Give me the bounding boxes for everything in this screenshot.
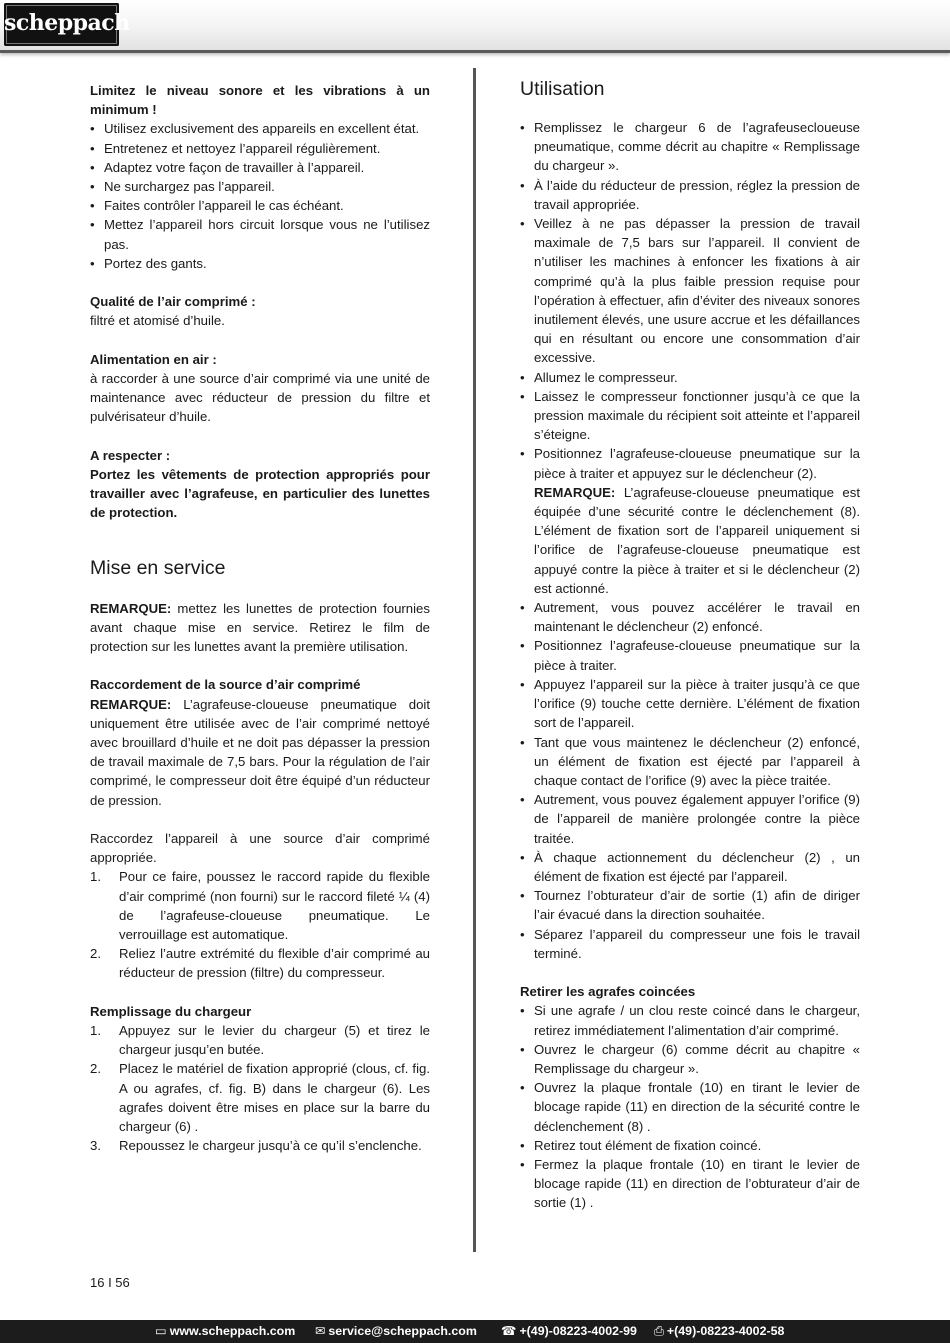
use-list-item: • À chaque actionnement du déclencheur (2) , un élément de fixation est éjecté par l’appareil. (520, 848, 860, 886)
fill-step (90, 1021, 430, 1059)
fill-steps (90, 1021, 430, 1155)
step-text: Repoussez le chargeur jusqu’à ce qu’il s’enclenche. (119, 1138, 422, 1154)
left-column (90, 81, 430, 1155)
page-number: 16 I 56 (90, 1275, 130, 1290)
step-number: 2. (90, 946, 101, 962)
connect-remark-label: REMARQUE: (90, 696, 172, 712)
use-list-item: • À l’aide du réducteur de pression, réglez la pression de travail appropriée. (520, 176, 860, 214)
step-text: Pour ce faire, poussez le raccord rapide du flexible d’air comprimé (non fourni) sur le raccord fileté ¼ (4) de l’agrafeuse-cloueuse pneumatique. Le verrouillage est automatique. (119, 869, 430, 943)
use-list-item: • Tant que vous maintenez le déclencheur (2) enfoncé, un élément de fixation est éjecté par l’appareil à chaque contact de l’orifice (9) avec la pièce traitée. (520, 733, 860, 791)
use-remark-label: REMARQUE: (534, 484, 616, 500)
footer-email[interactable] (315, 1320, 477, 1343)
connect-step (90, 944, 430, 982)
jam-list-item: • Ouvrez la plaque frontale (10) en tirant le levier de blocage rapide (11) en direction de la sécurité contre le déclenchement (8) . (520, 1078, 860, 1136)
page-footer (0, 1320, 950, 1343)
noise-list-item: • Adaptez votre façon de travailler à l’appareil. (90, 158, 430, 177)
respect-text: Portez les vêtements de protection appropriés pour travailler avec l’agrafeuse, en particulier des lunettes de protection. (90, 467, 430, 521)
jam-title: Retirer les agrafes coincées (520, 984, 696, 1000)
noise-title: Limitez le niveau sonore et les vibrations à un minimum ! (90, 83, 430, 118)
setup-heading: Mise en service (90, 556, 226, 579)
setup-remark-text: mettez les lunettes de protection fournies avant chaque mise en service. Retirez le film de protection sur les lunettes avant la première utilisation. (90, 600, 430, 655)
use-list-item: • Remplissez le chargeur 6 de l’agrafeusecloueuse pneumatique, comme décrit au chapitre « Remplissage du chargeur ». (520, 118, 860, 176)
remark-label: REMARQUE: (90, 600, 172, 616)
noise-list-item: • Portez des gants. (90, 254, 430, 273)
page-header (0, 0, 950, 53)
scheppach-logo: scheppach (4, 3, 119, 46)
setup-remark (90, 599, 430, 657)
step-number: 3. (90, 1138, 101, 1154)
use-list (520, 118, 860, 598)
noise-list-item: • Utilisez exclusivement des appareils en excellent état. (90, 119, 430, 138)
footer-email-text: service@scheppach.com (328, 1324, 477, 1338)
jam-list-item: • Retirez tout élément de fixation coincé. (520, 1136, 860, 1155)
step-number: 1. (90, 1023, 101, 1039)
use-list-item: • Positionnez l’agrafeuse-cloueuse pneumatique sur la pièce à traiter. (520, 636, 860, 674)
use-list-item: • Allumez le compresseur. (520, 368, 860, 387)
jam-list-item: • Fermez la plaque frontale (10) en tirant le levier de blocage rapide (11) en direction de l’obturateur d’air de sortie (1) . (520, 1155, 860, 1213)
use-list-item: • Tournez l’obturateur d’air de sortie (1) afin de diriger l’air évacué dans la direction souhaitée. (520, 886, 860, 924)
computer-icon: ▭ (155, 1324, 167, 1338)
jam-list-item: • Ouvrez le chargeur (6) comme décrit au chapitre « Remplissage du chargeur ». (520, 1040, 860, 1078)
connect-remark-text: L’agrafeuse-cloueuse pneumatique doit uniquement être utilisée avec de l’air comprimé nettoyé avec brouillard d’huile et ne doit pas dépasser la pression de travail maximale de 7,5 bars. Pour la régulation de l’air comprimé, le compresseur doit être équipé d’un réducteur de pression. (90, 696, 431, 808)
air-supply-title: Alimentation en air : (90, 351, 217, 367)
air-supply-text: à raccorder à une source d’air comprimé via une unité de maintenance avec réducteur de pression du filtre et pulvérisateur d’huile. (90, 371, 430, 425)
column-divider (473, 68, 476, 1252)
noise-list (90, 119, 430, 273)
footer-web[interactable] (155, 1320, 295, 1343)
footer-fax-text: +(49)-08223-4002-58 (666, 1324, 785, 1338)
step-number: 2. (90, 1061, 101, 1077)
use-list-item: • Appuyez l’appareil sur la pièce à traiter jusqu’à ce que l’orifice (9) touche cette dernière. L’élément de fixation sort de l’appareil. (520, 675, 860, 733)
use-list-item: • Autrement, vous pouvez également appuyer l’orifice (9) de l’appareil de manière prolongée contre la pièce traitée. (520, 790, 860, 848)
connect-remark (90, 695, 430, 810)
fill-title: Remplissage du chargeur (90, 1003, 252, 1019)
right-column (520, 75, 860, 1213)
noise-list-item: • Faites contrôler l’appareil le cas échéant. (90, 196, 430, 215)
connect-step (90, 867, 430, 944)
air-quality-title: Qualité de l’air comprimé : (90, 294, 256, 310)
use-list-item: • Séparez l’appareil du compresseur une fois le travail terminé. (520, 925, 860, 963)
jam-list (520, 1001, 860, 1212)
step-text: Appuyez sur le levier du chargeur (5) et tirez le chargeur jusqu’en butée. (119, 1023, 430, 1058)
connect-title: Raccordement de la source d’air comprimé (90, 677, 361, 693)
footer-phone-text: +(49)-08223-4002-99 (519, 1324, 637, 1338)
use-list-item: • Autrement, vous pouvez accélérer le travail en maintenant le déclencheur (2) enfoncé. (520, 598, 860, 636)
use-list-item (520, 444, 860, 598)
step-text: Placez le matériel de fixation approprié (clous, cf. fig. A ou agrafes, cf. fig. B) dans le chargeur (6). Les agrafes doivent être mises en place sur la barre du chargeur (6) . (119, 1061, 430, 1135)
use-heading: Utilisation (520, 78, 605, 100)
footer-phone (501, 1320, 637, 1343)
fax-icon: ⎙ (654, 1324, 664, 1338)
step-number: 1. (90, 869, 101, 885)
connect-intro: Raccordez l’appareil à une source d’air comprimé appropriée. (90, 831, 430, 866)
use-item-text: Positionnez l’agrafeuse-cloueuse pneumatique sur la pièce à traiter et appuyez sur le déclencheur (2). (534, 446, 860, 481)
respect-title: A respecter : (90, 447, 171, 463)
noise-list-item: • Ne surchargez pas l’appareil. (90, 177, 430, 196)
telephone-icon: ☎ (501, 1324, 517, 1338)
noise-list-item: • Mettez l’appareil hors circuit lorsque vous ne l’utilisez pas. (90, 215, 430, 253)
air-quality-text: filtré et atomisé d’huile. (90, 313, 225, 329)
use-list-item: • Laissez le compresseur fonctionner jusqu’à ce que la pression maximale du récipient soit atteinte et l’appareil s’éteigne. (520, 387, 860, 445)
connect-steps (90, 867, 430, 982)
footer-web-text: www.scheppach.com (169, 1324, 296, 1338)
fill-step (90, 1136, 430, 1155)
use-list-item: • Veillez à ne pas dépasser la pression de travail maximale de 7,5 bars sur l’appareil. Il convient de n’utiliser les machines à enfoncer les fixations à air comprimé qu’à la plus faible pression requise pour l’opération à effectuer, afin d’éviter des niveaux sonores inutilement élevés, une usure accrue et les défaillances qui en résultant ou encore une consommation d’air excessive. (520, 214, 860, 368)
step-text: Reliez l’autre extrémité du flexible d’air comprimé au réducteur de pression (filtre) du compresseur. (119, 946, 430, 981)
footer-fax (654, 1320, 784, 1343)
use-remark-text: L’agrafeuse-cloueuse pneumatique est équipée d’une sécurité contre le déclenchement (8). L’élément de fixation sort de l’appareil uniquement si l’orifice de l’agrafeuse-cloueuse pneumatique est appuyé contre la pièce à traiter et si le déclencheur (2) est actionné. (534, 484, 860, 596)
fill-step (90, 1059, 430, 1136)
jam-list-item: • Si une agrafe / un clou reste coincé dans le chargeur, retirez immédiatement l’alimentation d’air comprimé. (520, 1001, 860, 1039)
use-list-continued (520, 598, 860, 963)
envelope-icon: ✉ (315, 1324, 326, 1338)
noise-list-item: • Entretenez et nettoyez l’appareil régulièrement. (90, 139, 430, 158)
